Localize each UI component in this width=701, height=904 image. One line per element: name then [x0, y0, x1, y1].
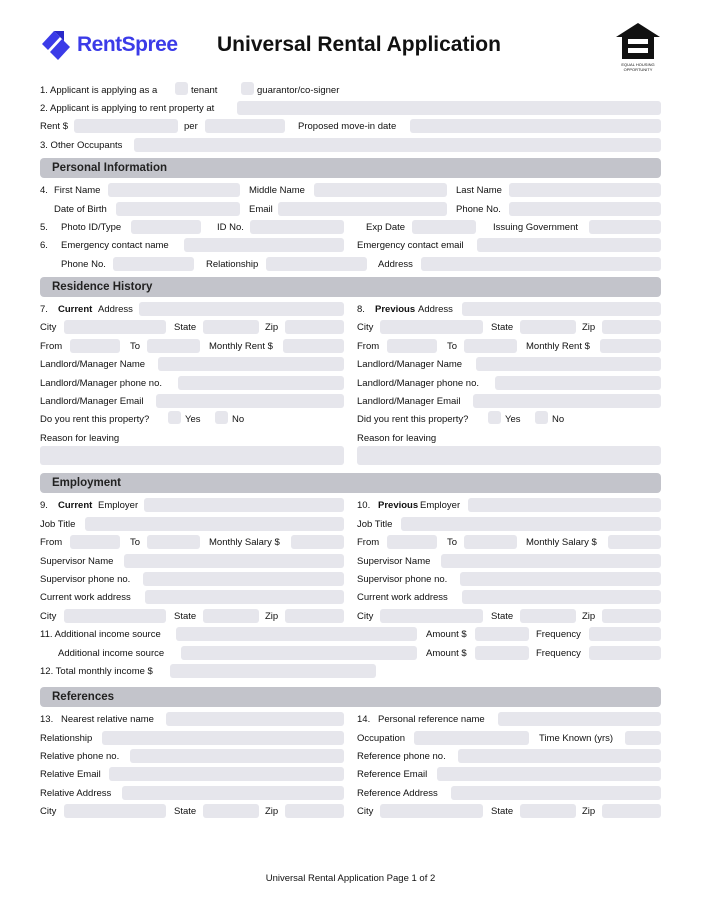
q9-number: 9. — [40, 500, 48, 511]
current-to-field[interactable] — [147, 339, 200, 353]
rent-label: Rent $ — [40, 121, 68, 132]
previous-supervisor-name-field[interactable] — [441, 554, 661, 568]
previous-to-label: To — [447, 341, 458, 352]
relative-city-label: City — [40, 806, 57, 817]
current-emp-city-field[interactable] — [64, 609, 166, 623]
page-title: Universal Rental Application — [217, 33, 501, 56]
amount-1-field[interactable] — [475, 627, 529, 641]
employment-heading: Employment — [52, 477, 122, 489]
previous-city-field[interactable] — [380, 320, 483, 334]
q10-number: 10. — [357, 500, 371, 511]
middle-name-field[interactable] — [314, 183, 447, 197]
relative-address-label: Relative Address — [40, 788, 112, 799]
current-city-field[interactable] — [64, 320, 166, 334]
q7-number: 7. — [40, 304, 48, 315]
previous-rent-yes-label: Yes — [505, 414, 521, 425]
email-label: Email — [249, 204, 273, 215]
reference-phone-label: Reference phone no. — [357, 751, 446, 762]
previous-supervisor-phone-field[interactable] — [460, 572, 661, 586]
previous-rent-no-label: No — [552, 414, 565, 425]
property-address-field[interactable] — [237, 101, 661, 115]
current-emp-to-field[interactable] — [147, 535, 200, 549]
reference-state-field[interactable] — [520, 804, 576, 818]
relative-zip-field[interactable] — [285, 804, 344, 818]
q1-label: 1. Applicant is applying as a — [40, 85, 158, 96]
rentspree-logo — [40, 29, 74, 61]
equal-housing-icon — [614, 22, 662, 62]
previous-landlord-phone-label: Landlord/Manager phone no. — [357, 378, 480, 389]
previous-state-label: State — [491, 322, 514, 333]
q6-number: 6. — [40, 240, 48, 251]
current-city-label: City — [40, 322, 57, 333]
q4-number: 4. — [40, 185, 48, 196]
reference-city-field[interactable] — [380, 804, 483, 818]
equal-housing-text: EQUAL HOUSING OPPORTUNITY — [621, 62, 655, 72]
current-emp-zip-field[interactable] — [285, 609, 344, 623]
last-name-label: Last Name — [456, 185, 502, 196]
relative-state-label: State — [174, 806, 197, 817]
reference-email-field[interactable] — [437, 767, 661, 781]
previous-emp-city-label: City — [357, 611, 374, 622]
relative-relationship-field[interactable] — [102, 731, 344, 745]
current-zip-label: Zip — [265, 322, 279, 333]
additional-income-2-label: Additional income source — [58, 648, 165, 659]
previous-landlord-name-label: Landlord/Manager Name — [357, 359, 463, 370]
personal-info-heading: Personal Information — [52, 162, 168, 174]
current-rent-no-label: No — [232, 414, 245, 425]
current-salary-label: Monthly Salary $ — [209, 537, 280, 548]
previous-state-field[interactable] — [520, 320, 576, 334]
current-emp-to-label: To — [130, 537, 141, 548]
additional-income-source-2-field[interactable] — [181, 646, 417, 660]
current-emp-state-label: State — [174, 611, 197, 622]
phone-field[interactable] — [509, 202, 661, 216]
exp-date-label: Exp Date — [366, 222, 406, 233]
last-name-field[interactable] — [509, 183, 661, 197]
current-supervisor-phone-field[interactable] — [143, 572, 344, 586]
time-known-field[interactable] — [625, 731, 661, 745]
current-rent-no-checkbox[interactable] — [215, 411, 228, 424]
first-name-label: First Name — [54, 185, 101, 196]
q5-number: 5. — [40, 222, 48, 233]
relative-phone-label: Relative phone no. — [40, 751, 120, 762]
amount-2-label: Amount $ — [426, 648, 467, 659]
current-landlord-name-field[interactable] — [158, 357, 344, 371]
current-rent-question: Do you rent this property? — [40, 414, 150, 425]
current-work-address-field[interactable] — [145, 590, 344, 604]
amount-2-field[interactable] — [475, 646, 529, 660]
frequency-2-field[interactable] — [589, 646, 661, 660]
reference-zip-label: Zip — [582, 806, 596, 817]
additional-income-source-1-field[interactable] — [176, 627, 417, 641]
rent-amount-field[interactable] — [74, 119, 178, 133]
previous-landlord-email-label: Landlord/Manager Email — [357, 396, 461, 407]
id-no-field[interactable] — [250, 220, 344, 234]
relative-name-field[interactable] — [166, 712, 344, 726]
previous-landlord-name-field[interactable] — [476, 357, 661, 371]
current-salary-field[interactable] — [291, 535, 344, 549]
guarantor-label: guarantor/co-signer — [257, 85, 340, 96]
emergency-address-field[interactable] — [421, 257, 661, 271]
current-zip-field[interactable] — [285, 320, 344, 334]
references-heading: References — [52, 691, 115, 703]
relative-email-label: Relative Email — [40, 769, 101, 780]
issuing-gov-label: Issuing Government — [493, 222, 579, 233]
previous-job-title-label: Job Title — [357, 519, 393, 530]
current-reason-field[interactable] — [40, 446, 344, 465]
previous-reason-field[interactable] — [357, 446, 661, 465]
other-occupants-field[interactable] — [134, 138, 661, 152]
previous-rent-field[interactable] — [600, 339, 661, 353]
time-known-label: Time Known (yrs) — [539, 733, 614, 744]
previous-address-field[interactable] — [462, 302, 661, 316]
current-from-label: From — [40, 341, 63, 352]
first-name-field[interactable] — [108, 183, 240, 197]
previous-emp-state-field[interactable] — [520, 609, 576, 623]
previous-emp-to-label: To — [447, 537, 458, 548]
employment-header — [40, 473, 661, 493]
previous-emp-from-label: From — [357, 537, 380, 548]
previous-job-title-field[interactable] — [401, 517, 661, 531]
emergency-relationship-field[interactable] — [266, 257, 367, 271]
current-landlord-phone-label: Landlord/Manager phone no. — [40, 378, 163, 389]
reference-phone-field[interactable] — [458, 749, 661, 763]
current-address-field[interactable] — [139, 302, 344, 316]
emergency-email-field[interactable] — [477, 238, 661, 252]
guarantor-checkbox[interactable] — [241, 82, 254, 95]
emergency-name-label: Emergency contact name — [61, 240, 169, 251]
phone-label: Phone No. — [456, 204, 501, 215]
emergency-email-label: Emergency contact email — [357, 240, 464, 251]
current-state-label: State — [174, 322, 197, 333]
previous-emp-to-field[interactable] — [464, 535, 517, 549]
q13-number: 13. — [40, 714, 54, 725]
residence-history-header — [40, 277, 661, 297]
rentspree-logo-icon — [40, 29, 74, 61]
reference-state-label: State — [491, 806, 514, 817]
equal-housing-logo — [614, 22, 662, 72]
current-rent-field[interactable] — [283, 339, 344, 353]
previous-salary-label: Monthly Salary $ — [526, 537, 597, 548]
previous-city-label: City — [357, 322, 374, 333]
previous-emp-city-field[interactable] — [380, 609, 483, 623]
previous-reason-label: Reason for leaving — [357, 433, 437, 444]
dob-field[interactable] — [116, 202, 240, 216]
current-supervisor-phone-label: Supervisor phone no. — [40, 574, 131, 585]
photo-id-label: Photo ID/Type — [61, 222, 122, 233]
relative-zip-label: Zip — [265, 806, 279, 817]
previous-zip-field[interactable] — [602, 320, 661, 334]
previous-from-field[interactable] — [387, 339, 437, 353]
previous-emp-zip-label: Zip — [582, 611, 596, 622]
current-landlord-email-field[interactable] — [156, 394, 344, 408]
previous-employer-label: Employer — [420, 500, 461, 511]
current-emp-from-field[interactable] — [70, 535, 120, 549]
q12-label: 12. Total monthly income $ — [40, 666, 153, 677]
previous-employer-bold: Previous — [378, 500, 419, 511]
emergency-relationship-label: Relationship — [206, 259, 259, 270]
middle-name-label: Middle Name — [249, 185, 305, 196]
total-monthly-income-field[interactable] — [170, 664, 376, 678]
issuing-gov-field[interactable] — [589, 220, 661, 234]
previous-landlord-phone-field[interactable] — [495, 376, 661, 390]
current-emp-state-field[interactable] — [203, 609, 259, 623]
residence-history-heading: Residence History — [52, 281, 153, 293]
photo-id-field[interactable] — [131, 220, 201, 234]
current-employer-bold: Current — [58, 500, 93, 511]
tenant-checkbox[interactable] — [175, 82, 188, 95]
reference-city-label: City — [357, 806, 374, 817]
occupation-label: Occupation — [357, 733, 406, 744]
relative-state-field[interactable] — [203, 804, 259, 818]
current-emp-zip-label: Zip — [265, 611, 279, 622]
current-emp-city-label: City — [40, 611, 57, 622]
current-label: Current — [58, 304, 93, 315]
exp-date-field[interactable] — [412, 220, 476, 234]
brand-name: RentSpree — [77, 33, 178, 56]
reference-address-field[interactable] — [451, 786, 661, 800]
previous-landlord-email-field[interactable] — [473, 394, 661, 408]
previous-rent-no-checkbox[interactable] — [535, 411, 548, 424]
q2-label: 2. Applicant is applying to rent property at — [40, 103, 215, 114]
previous-work-address-field[interactable] — [462, 590, 661, 604]
q3-label: 3. Other Occupants — [40, 140, 123, 151]
relative-email-field[interactable] — [109, 767, 344, 781]
previous-label: Previous — [375, 304, 416, 315]
q14-number: 14. — [357, 714, 371, 725]
emergency-name-field[interactable] — [184, 238, 344, 252]
per-label: per — [184, 121, 198, 132]
tenant-label: tenant — [191, 85, 218, 96]
movein-label: Proposed move-in date — [298, 121, 397, 132]
previous-rent-question: Did you rent this property? — [357, 414, 469, 425]
emergency-phone-label: Phone No. — [61, 259, 106, 270]
id-no-label: ID No. — [217, 222, 244, 233]
current-rent-yes-label: Yes — [185, 414, 201, 425]
references-header — [40, 687, 661, 707]
emergency-phone-field[interactable] — [113, 257, 194, 271]
amount-1-label: Amount $ — [426, 629, 467, 640]
previous-zip-label: Zip — [582, 322, 596, 333]
current-to-label: To — [130, 341, 141, 352]
rent-period-field[interactable] — [205, 119, 285, 133]
previous-rent-yes-checkbox[interactable] — [488, 411, 501, 424]
current-employer-field[interactable] — [144, 498, 344, 512]
current-supervisor-name-label: Supervisor Name — [40, 556, 114, 567]
previous-work-address-label: Current work address — [357, 592, 448, 603]
dob-label: Date of Birth — [54, 204, 107, 215]
current-state-field[interactable] — [203, 320, 259, 334]
current-from-field[interactable] — [70, 339, 120, 353]
current-landlord-email-label: Landlord/Manager Email — [40, 396, 144, 407]
frequency-2-label: Frequency — [536, 648, 581, 659]
reference-zip-field[interactable] — [602, 804, 661, 818]
current-job-title-field[interactable] — [85, 517, 344, 531]
previous-rent-label: Monthly Rent $ — [526, 341, 590, 352]
occupation-field[interactable] — [414, 731, 529, 745]
current-rent-label: Monthly Rent $ — [209, 341, 273, 352]
relative-phone-field[interactable] — [130, 749, 344, 763]
movein-date-field[interactable] — [410, 119, 661, 133]
current-address-label: Address — [98, 304, 133, 315]
current-reason-label: Reason for leaving — [40, 433, 120, 444]
q11-label: 11. Additional income source — [40, 629, 161, 640]
current-emp-from-label: From — [40, 537, 63, 548]
personal-reference-label: Personal reference name — [378, 714, 485, 725]
previous-to-field[interactable] — [464, 339, 517, 353]
previous-employer-field[interactable] — [468, 498, 661, 512]
previous-emp-zip-field[interactable] — [602, 609, 661, 623]
email-field[interactable] — [278, 202, 447, 216]
previous-address-label: Address — [418, 304, 453, 315]
personal-info-header — [40, 158, 661, 178]
previous-emp-from-field[interactable] — [387, 535, 437, 549]
relative-relationship-label: Relationship — [40, 733, 93, 744]
current-work-address-label: Current work address — [40, 592, 131, 603]
current-employer-label: Employer — [98, 500, 139, 511]
previous-supervisor-name-label: Supervisor Name — [357, 556, 431, 567]
previous-emp-state-label: State — [491, 611, 514, 622]
current-job-title-label: Job Title — [40, 519, 76, 530]
frequency-1-label: Frequency — [536, 629, 581, 640]
frequency-1-field[interactable] — [589, 627, 661, 641]
q8-number: 8. — [357, 304, 365, 315]
previous-from-label: From — [357, 341, 380, 352]
emergency-address-label: Address — [378, 259, 413, 270]
reference-address-label: Reference Address — [357, 788, 438, 799]
current-supervisor-name-field[interactable] — [124, 554, 344, 568]
reference-email-label: Reference Email — [357, 769, 428, 780]
personal-reference-field[interactable] — [498, 712, 661, 726]
relative-city-field[interactable] — [64, 804, 166, 818]
relative-name-label: Nearest relative name — [61, 714, 154, 725]
current-landlord-name-label: Landlord/Manager Name — [40, 359, 146, 370]
previous-salary-field[interactable] — [608, 535, 661, 549]
current-rent-yes-checkbox[interactable] — [168, 411, 181, 424]
previous-supervisor-phone-label: Supervisor phone no. — [357, 574, 448, 585]
current-landlord-phone-field[interactable] — [178, 376, 344, 390]
page-footer: Universal Rental Application Page 1 of 2 — [265, 873, 436, 884]
relative-address-field[interactable] — [122, 786, 344, 800]
